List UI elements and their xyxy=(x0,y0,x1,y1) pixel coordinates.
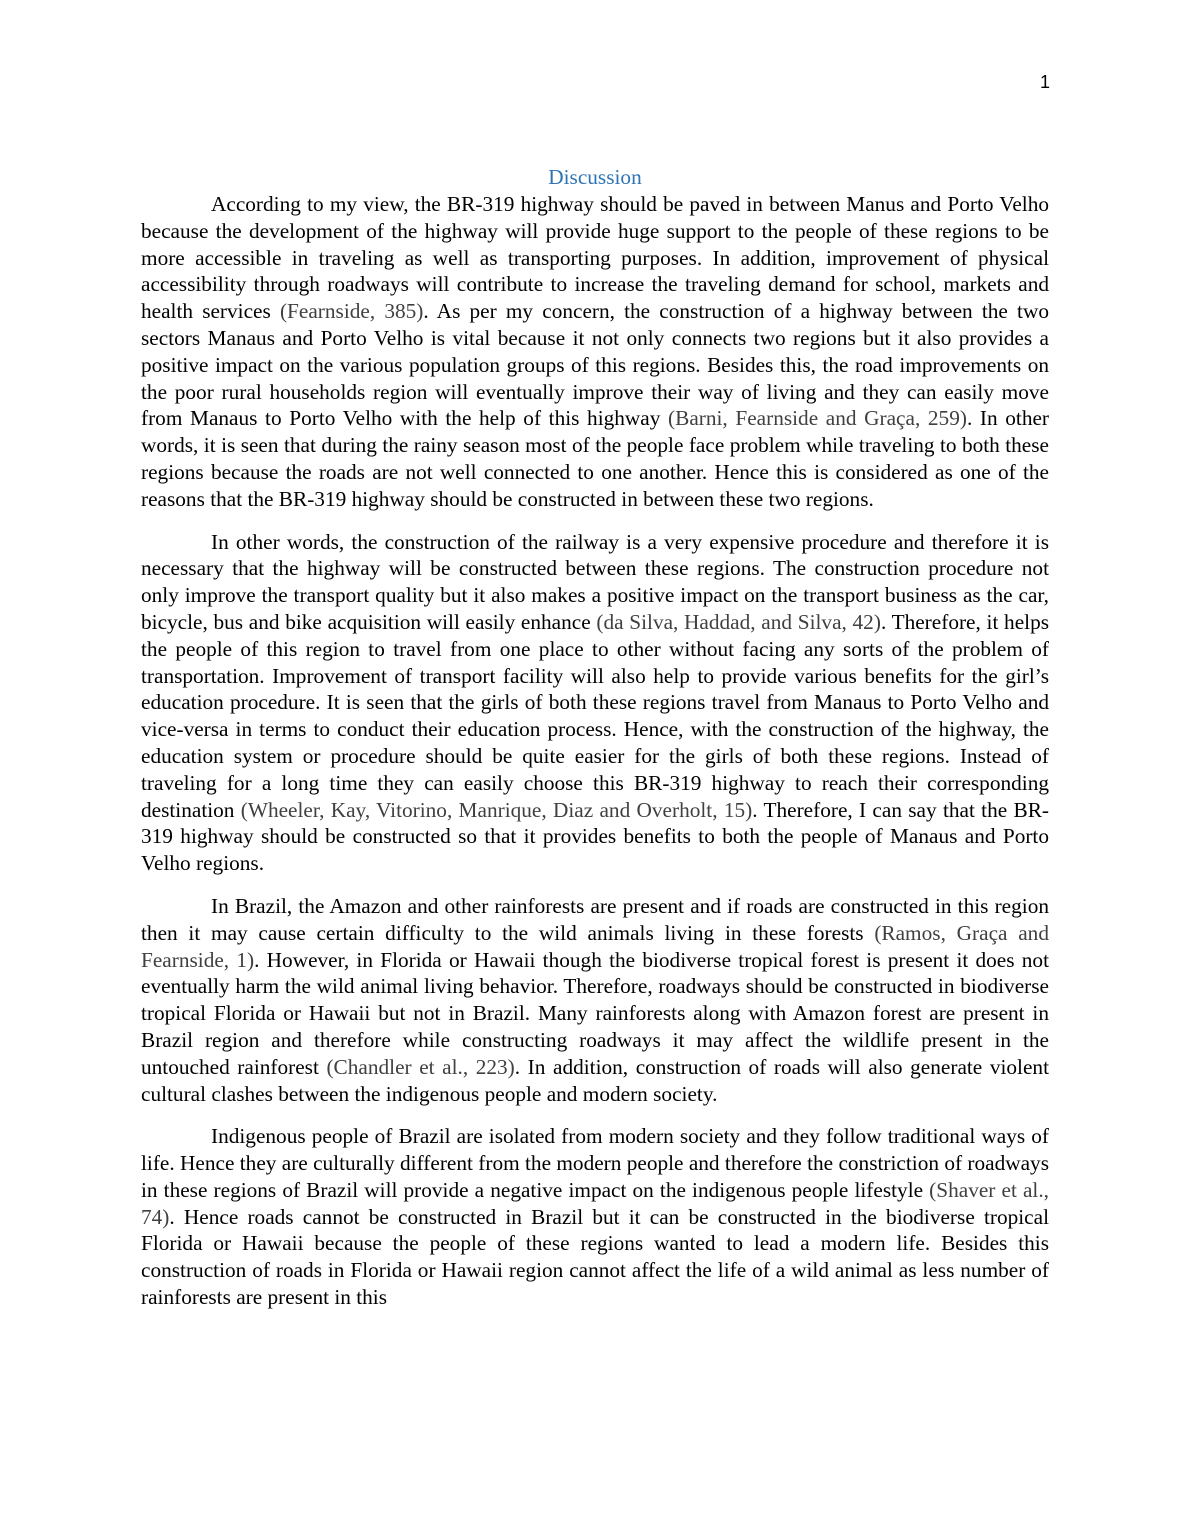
paragraph-text: . However, in Florida or Hawaii though the biodiverse tropical forest is present it does not eventually harm the wild animal living behavior. Therefore, roadways should be constructed in biodiverse tropical Florida or Hawaii but not in Brazil. Many rainforests along with Amazon forest are present in Brazil region and therefore while constructing roadways it may affect the wildlife present in the untouched rainforest xyxy=(141,947,1049,1079)
paragraph-text: . As per my concern, the construction of a highway between the two sectors Manaus and Porto Velho is vital because it not only connects two regions but it also provides a positive impact on the various population groups of this regions. Besides this, the road improvements on the poor rural households region will eventually improve their way of living and they can easily move from Manaus to Porto Velho with the help of this highway xyxy=(141,299,1049,431)
citation: (Barni, Fearnside and Graça, 259) xyxy=(668,406,967,431)
paragraph-text: In other words, the construction of the railway is a very expensive procedure and therefore it is necessary that the highway will be constructed between these regions. The construction procedure not only improve the transport quality but it also makes a positive impact on the transport business as the car, bicycle, bus and bike acquisition will easily enhance xyxy=(141,529,1049,634)
paragraph-text: . Hence roads cannot be constructed in Brazil but it can be constructed in the biodiverse tropical Florida or Hawaii because the people of these regions wanted to lead a modern life. Besides this construction of roads in Florida or Hawaii region cannot affect the life of a wild animal as less number of rainforests are present in this xyxy=(141,1204,1049,1310)
paragraph-2 xyxy=(141,529,1049,877)
citation: (da Silva, Haddad, and Silva, 42) xyxy=(596,609,881,634)
citation: (Ramos, Graça and Fearnside, 1) xyxy=(141,920,1049,972)
paragraph-4 xyxy=(141,1123,1049,1311)
paragraph-text: . In other words, it is seen that during the rainy season most of the people face problem while traveling to both these regions because the roads are not well connected to one another. Hence this is considered as one of the reasons that the BR-319 highway should be constructed in between these two regions. xyxy=(141,406,1050,511)
paragraph-text: In Brazil, the Amazon and other rainforests are present and if roads are constructed in this region then it may cause certain difficulty to the wild animals living in these forests xyxy=(141,893,1049,945)
citation: (Shaver et al., 74) xyxy=(141,1177,1049,1229)
citation: (Fearnside, 385) xyxy=(279,299,424,324)
citation: (Wheeler, Kay, Vitorino, Manrique, Diaz and Overholt, 15) xyxy=(240,797,753,822)
paragraph-text: . In addition, construction of roads will also generate violent cultural clashes between the indigenous people and modern society. xyxy=(141,1054,1049,1106)
citation: (Chandler et al., 223) xyxy=(326,1054,515,1079)
section-heading: Discussion xyxy=(548,165,642,189)
paragraph-text: . Therefore, it helps the people of this region to travel from one place to other without facing any sorts of the problem of transportation. Improvement of transport facility will also help to provide various benefits for the girl’s education procedure. It is seen that the girls of both these regions travel from Manaus to Porto Velho and vice-versa in terms to conduct their education process. Hence, with the construction of the highway, the education system or procedure should be quite easier for the girls of both these regions. Instead of traveling for a long time they can easily choose this BR-319 highway to reach their corresponding destination xyxy=(141,609,1050,822)
paragraph-text: According to my view, the BR-319 highway should be paved in between Manus and Porto Velho because the development of the highway will provide huge support to the people of these regions to be more accessible in traveling as well as transporting purposes. In addition, improvement of physical accessibility through roadways will contribute to increase the traveling demand for school, markets and health services xyxy=(141,192,1049,324)
document-body xyxy=(141,163,1049,1327)
paragraph-text: . Therefore, I can say that the BR-319 highway should be constructed so that it provides benefits to both the people of Manaus and Porto Velho regions. xyxy=(141,797,1049,876)
page-number: 1 xyxy=(1039,72,1050,92)
paragraph-3 xyxy=(141,893,1049,1107)
paragraph-1 xyxy=(141,191,1049,513)
paragraph-text: Indigenous people of Brazil are isolated from modern society and they follow traditional ways of life. Hence they are culturally different from the modern people and therefore the constriction of roadways in these regions of Brazil will provide a negative impact on the indigenous people lifestyle xyxy=(141,1124,1049,1202)
